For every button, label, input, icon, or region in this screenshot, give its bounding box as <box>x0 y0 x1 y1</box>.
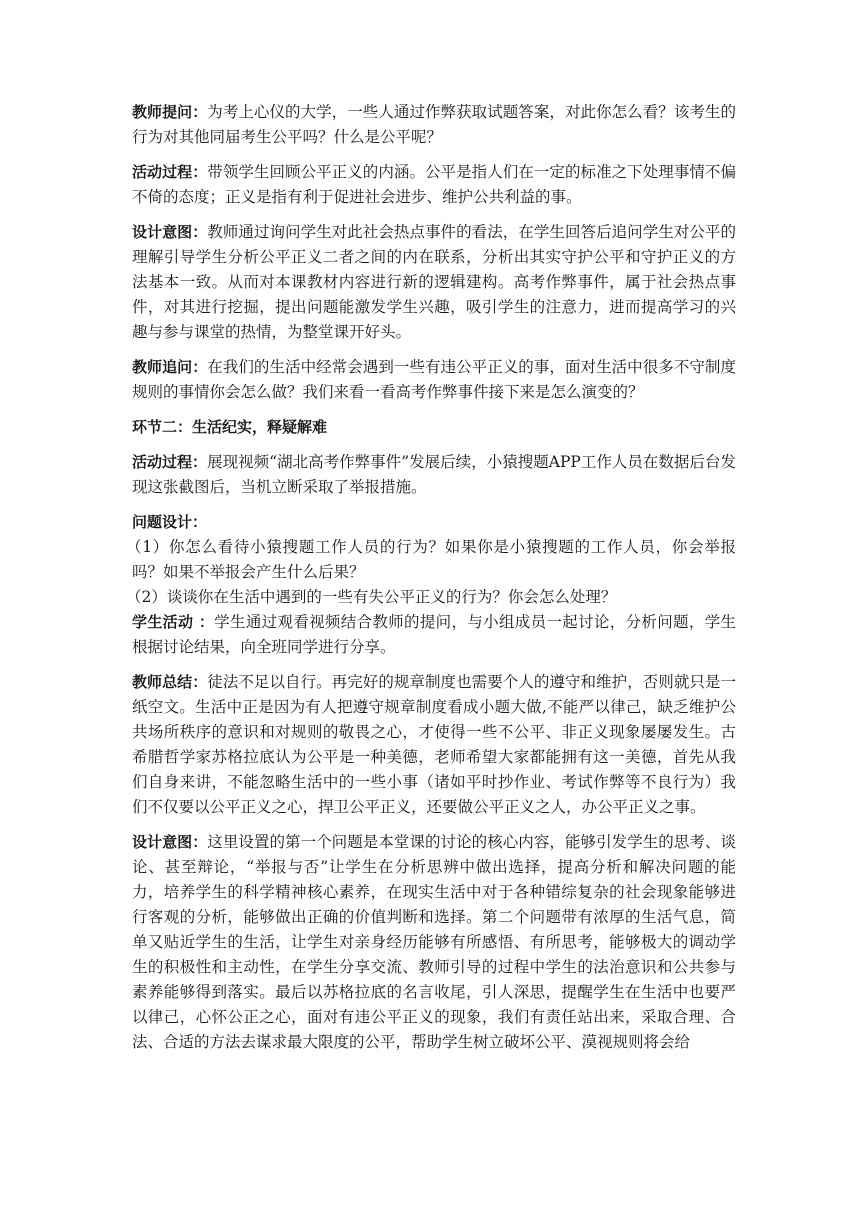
question-design-block <box>126 510 736 610</box>
activity-process-2-label: 活动过程： <box>132 453 208 471</box>
activity-process-paragraph <box>132 160 736 210</box>
teacher-summary-paragraph <box>132 670 736 820</box>
activity-process-2-text: 展现视频“湖北高考作弊事件”发展后续，小猿搜题APP工作人员在数据后台发现这张截图后，当机立断采取了举报措施。 <box>132 453 736 496</box>
activity-process-2-paragraph <box>132 450 736 500</box>
activity-process-text: 带领学生回顾公平正义的内涵。公平是指人们在一定的标准之下处理事情不偏不倚的态度；正义是指有利于促进社会进步、维护公共利益的事。 <box>132 163 736 206</box>
design-intent-text: 教师通过询问学生对此社会热点事件的看法，在学生回答后追问学生对公平的理解引导学生分析公平正义二者之间的内在联系，分析出其实守护公平和守护正义的方法基本一致。从而对本课教材内容进行新的逻辑建构。高考作弊事件，属于社会热点事件，对其进行挖掘，提出问题能激发学生兴趣，吸引学生的注意力，进而提高学习的兴趣与参与课堂的热情，为整堂课开好头。 <box>132 223 736 341</box>
teacher-summary-label: 教师总结： <box>132 673 208 691</box>
teacher-question-paragraph <box>132 100 736 150</box>
question-item: （1）你怎么看待小猿搜题工作人员的行为？如果你是小猿搜题的工作人员，你会举报吗？如果不举报会产生什么后果？ <box>126 538 736 581</box>
teacher-summary-text: 徒法不足以自行。再完好的规章制度也需要个人的遵守和维护，否则就只是一纸空文。生活中正是因为有人把遵守规章制度看成小题大做,不能严以律己，缺乏维护公共场所秩序的意识和对规则的敬畏之心，才使得一些不公平、非正义现象屡屡发生。古希腊哲学家苏格拉底认为公平是一种美德，老师希望大家都能拥有这一美德，首先从我们自身来讲，不能忽略生活中的一些小事（诸如平时抄作业、考试作弊等不良行为）我们不仅要以公平正义之心，捍卫公平正义，还要做公平正义之人，办公平正义之事。 <box>132 673 736 816</box>
question-item: （2）谈谈你在生活中遇到的一些有失公平正义的行为？你会怎么处理？ <box>126 588 617 606</box>
design-intent-2-label: 设计意图： <box>132 833 208 851</box>
teacher-followup-paragraph <box>132 355 736 405</box>
design-intent-2-paragraph <box>132 830 736 1055</box>
teacher-question-label: 教师提问： <box>132 103 208 121</box>
student-activity-text: 学生通过观看视频结合教师的提问，与小组成员一起讨论，分析问题，学生根据讨论结果，向全班同学进行分享。 <box>132 613 736 656</box>
teacher-followup-text: 在我们的生活中经常会遇到一些有违公平正义的事，面对生活中很多不守制度规则的事情你会怎么做？我们来看一看高考作弊事件接下来是怎么演变的？ <box>132 358 736 401</box>
teacher-question-text: 为考上心仪的大学，一些人通过作弊获取试题答案，对此你怎么看？该考生的行为对其他同届考生公平吗？什么是公平呢？ <box>132 103 736 146</box>
design-intent-label: 设计意图： <box>132 223 208 241</box>
student-activity-paragraph <box>132 610 736 660</box>
teacher-followup-label: 教师追问： <box>132 358 208 376</box>
student-activity-label: 学生活动 ： <box>132 613 215 631</box>
design-intent-paragraph <box>132 220 736 345</box>
question-design-label: 问题设计： <box>132 513 208 531</box>
document-page <box>126 100 736 1065</box>
design-intent-2-text: 这里设置的第一个问题是本堂课的讨论的核心内容，能够引发学生的思考、谈论、甚至辩论，“举报与否”让学生在分析思辨中做出选择，提高分析和解决问题的能力，培养学生的科学精神核心素养，在现实生活中对于各种错综复杂的社会现象能够进行客观的分析，能够做出正确的价值判断和选择。第二个问题带有浓厚的生活气息，简单又贴近学生的生活，让学生对亲身经历能够有所感悟、有所思考，能够极大的调动学生的积极性和主动性，在学生分享交流、教师引导的过程中学生的法治意识和公共参与素养能够得到落实。最后以苏格拉底的名言收尾，引人深思，提醒学生在生活中也要严以律己，心怀公正之心，面对有违公平正义的现象，我们有责任站出来，采取合理、合法、合适的方法去谋求最大限度的公平，帮助学生树立破坏公平、漠视规则将会给 <box>132 833 736 1051</box>
activity-process-label: 活动过程： <box>132 163 208 181</box>
section-two-heading: 环节二：生活纪实，释疑解难 <box>132 418 328 436</box>
